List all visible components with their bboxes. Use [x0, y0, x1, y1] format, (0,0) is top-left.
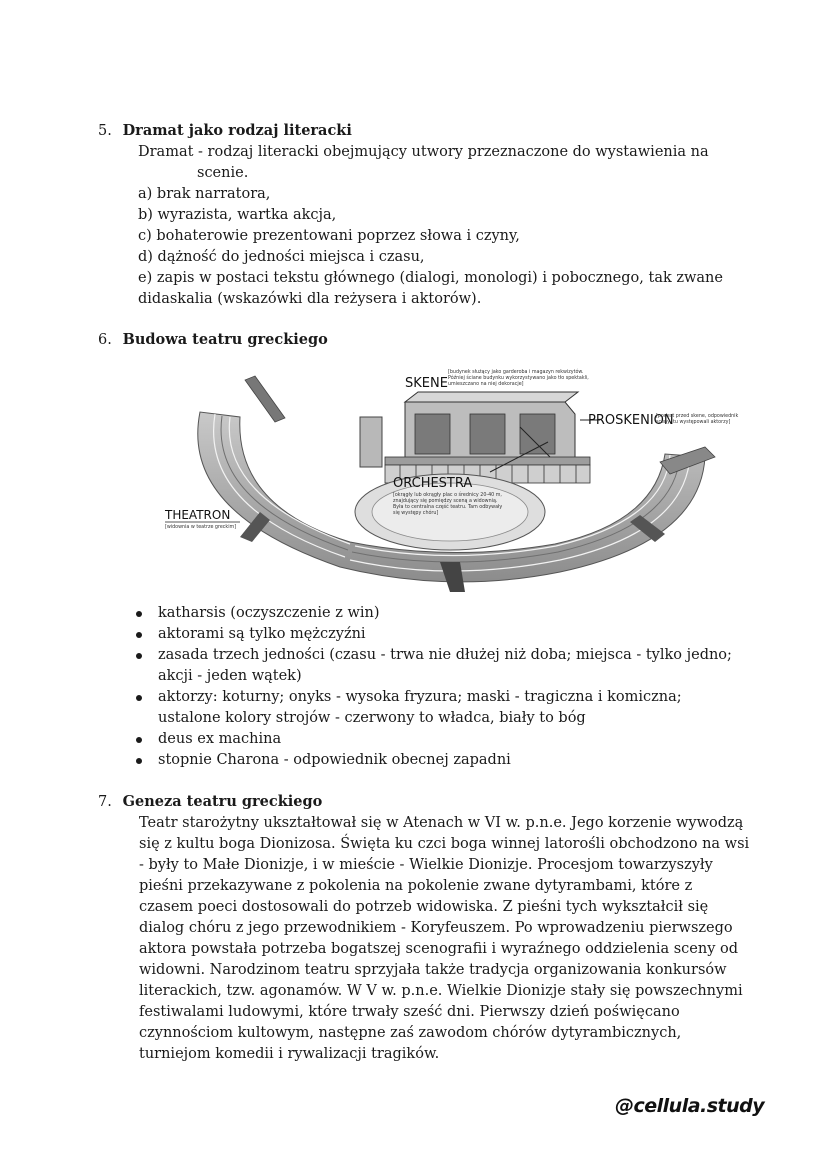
bullet-dot	[136, 758, 142, 764]
section-6-heading	[98, 330, 328, 350]
paragraph-line: - były to Małe Dionizje, i w mieście - Wielkie Dionizje. Procesjom towarzyszyły	[139, 857, 713, 873]
feature-item: didaskalia (wskazówki dla reżysera i aktorów).	[138, 291, 482, 307]
proskenion-description: [podest przed skene, odpowiednik	[656, 414, 739, 419]
bullet-dot	[136, 611, 142, 617]
theatron-label: THEATRON	[165, 508, 231, 522]
section-5-number: 5.	[98, 123, 112, 139]
theatron-description: [widownia w teatrze greckim]	[165, 525, 237, 530]
bullet-dot	[136, 632, 142, 638]
orchestra-description: Była to centralna część teatru. Tam odbywały	[393, 505, 503, 510]
feature-item: c) bohaterowie prezentowani poprzez słowa i czyny,	[138, 228, 520, 244]
feature-item: e) zapis w postaci tekstu głównego (dialogi, monologi) i pobocznego, tak zwane	[138, 270, 723, 286]
parodos-gate	[360, 417, 382, 467]
section-7-heading	[98, 792, 322, 812]
skene-description: [budynek służący jako garderoba i magazyn rekwizytów.	[448, 370, 584, 375]
bullet-item	[158, 687, 682, 708]
bullet-item	[158, 729, 281, 750]
skene-building	[405, 392, 578, 467]
section-6-title: Budowa teatru greckiego	[122, 331, 328, 348]
bullet-dot	[136, 695, 142, 701]
bullet-dot	[136, 737, 142, 743]
orchestra-description: się występy chóru]	[393, 511, 439, 516]
greek-theatre-diagram	[160, 362, 750, 592]
paragraph-line: turniejom komedii i rywalizacji tragików.	[139, 1046, 440, 1062]
paragraph-line: literackich, tzw. agonamów. W V w. p.n.e. Wielkie Dionizje stały się powszechnymi	[139, 983, 743, 999]
skene-label: SKENE	[405, 376, 448, 391]
section-5-heading	[98, 121, 352, 141]
definition-line-2: scenie.	[197, 165, 249, 181]
paragraph-line: festiwalami ludowymi, które trwały sześć dni. Pierwszy dzień poświęcano	[139, 1004, 680, 1020]
orchestra-label: ORCHESTRA	[393, 476, 473, 491]
skene-description: umieszczano na niej dekoracje]	[448, 382, 524, 387]
bullet-item	[158, 603, 380, 624]
skene-description: Później ściane budynku wykorzystywano jako tło spektakli,	[448, 376, 589, 381]
section-7-number: 7.	[98, 794, 112, 810]
paragraph-line: widowni. Narodzinom teatru sprzyjała także tradycja organizowania konkursów	[139, 962, 727, 978]
paragraph-line: czynnościom kultowym, następne zaś zawodom chórów dytyrambicznych,	[139, 1025, 682, 1041]
paragraph-line: aktora powstała potrzeba bogatszej scenografii i wyraźnego oddzielenia sceny od	[139, 941, 739, 957]
bullet-text: deus ex machina	[158, 731, 282, 747]
bullet-text: zasada trzech jedności (czasu - trwa nie dłużej niż doba; miejsca - tylko jedno;	[158, 647, 732, 663]
orchestra-description: znajdujący się pomiędzy sceną a widownią.	[393, 499, 498, 504]
bullet-item	[158, 645, 732, 666]
bullet-text: stopnie Charona - odpowiednik obecnej zapadni	[158, 752, 511, 768]
bullet-text: aktorzy: koturny; onyks - wysoka fryzura; maski - tragiczna i komiczna;	[158, 689, 682, 705]
bullet-continuation: ustalone kolory strojów - czerwony to władca, biały to bóg	[158, 710, 586, 726]
author-signature: @cellula.study	[615, 1095, 765, 1117]
bullet-item	[158, 624, 366, 645]
section-7-title: Geneza teatru greckiego	[122, 793, 323, 810]
bullet-text: aktorami są tylko mężczyźni	[158, 626, 366, 642]
proskenion-label: PROSKENION	[588, 413, 674, 428]
feature-item: d) dążność do jedności miejsca i czasu,	[138, 249, 425, 265]
paragraph-line: się z kultu boga Dionizosa. Święta ku czci boga winnej latorośli obchodzono na wsi	[139, 836, 750, 852]
bullet-item	[158, 750, 511, 771]
bullet-continuation: akcji - jeden wątek)	[158, 668, 302, 684]
paragraph-line: Teatr starożytny ukształtował się w Atenach w VI w. p.n.e. Jego korzenie wywodzą	[139, 815, 744, 831]
section-6-number: 6.	[98, 332, 112, 348]
proskenion-description: sceny, tu występowali aktorzy]	[656, 420, 731, 425]
feature-item: b) wyrazista, wartka akcja,	[138, 207, 337, 223]
paragraph-line: pieśni przekazywane z pokolenia na pokolenie zwane dytyrambami, które z	[139, 878, 693, 894]
feature-item: a) brak narratora,	[138, 186, 271, 202]
section-5-title: Dramat jako rodzaj literacki	[122, 122, 352, 139]
paragraph-line: czasem poeci dostosowali do potrzeb widowiska. Z pieśni tych wykształcił się	[139, 899, 709, 915]
bullet-dot	[136, 653, 142, 659]
bullet-text: katharsis (oczyszczenie z win)	[158, 605, 380, 621]
paragraph-line: dialog chóru z jego przewodnikiem - Koryfeuszem. Po wprowadzeniu pierwszego	[139, 920, 733, 936]
definition-line-1: Dramat - rodzaj literacki obejmujący utwory przeznaczone do wystawienia na	[138, 144, 709, 160]
orchestra-description: [okrągły lub okrągły plac o średnicy 20-40 m,	[393, 493, 502, 498]
